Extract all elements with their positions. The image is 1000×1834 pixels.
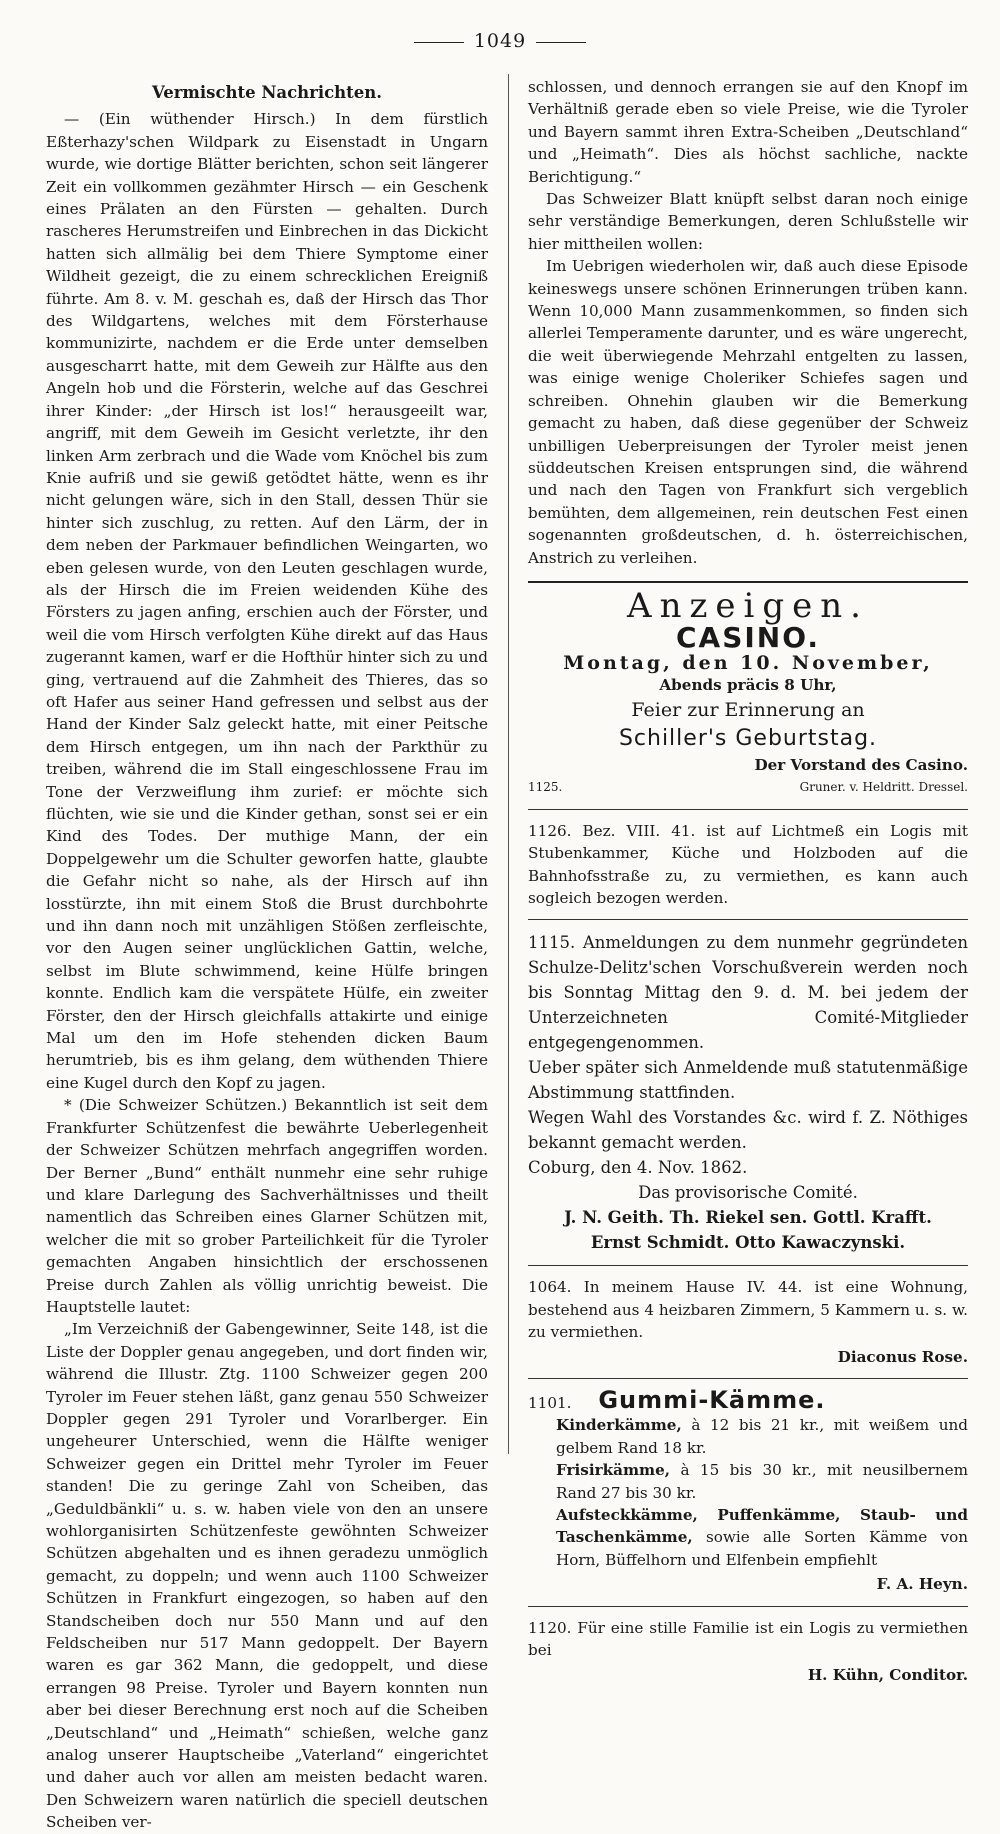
casino-signature: Der Vorstand des Casino. [754,755,968,774]
ad-1115-names: J. N. Geith. Th. Riekel sen. Gottl. Krafft. [564,1208,932,1228]
ad-1101-item-1: Kinderkämme, à 12 bis 21 kr., mit weißem und gelbem Rand 18 kr. [556,1416,968,1457]
ad-1101-item-2: Frisirkämme, à 15 bis 30 kr., mit neusilbernem Rand 27 bis 30 kr. [556,1461,968,1502]
ad-1101-title: Gummi-Kämme. [598,1386,826,1415]
ad-casino [528,621,968,798]
article-continued-2: Das Schweizer Blatt knüpft selbst daran noch einige sehr verständige Bemerkungen, deren Schlußstelle wir hier mittheilen wollen: [528,190,968,253]
ad-1120 [528,1617,968,1686]
ad-1120-signature: H. Kühn, Conditor. [807,1665,968,1684]
casino-time: Abends präcis 8 Uhr, [659,676,837,695]
casino-line: Feier zur Erinnerung an [631,698,865,721]
ad-1101 [528,1386,968,1596]
divider-rule [528,1265,968,1266]
ad-1101-item-3: Aufsteckkämme, Puffenkämme, Staub- und Taschenkämme, sowie alle Sorten Kämme von Horn, Büffelhorn und Elfenbein empfiehlt [556,1506,968,1569]
ad-1115-names-2: Ernst Schmidt. Otto Kawaczynski. [590,1233,906,1253]
ad-1115-text: 1115. Anmeldungen zu dem nunmehr gegründeten Schulze-Delitz'schen Vorschußverein werden noch bis Sonntag Mittag den 9. d. M. bei jedem der Unterzeichneten Comité-Mitglieder entgegengenommen. [528,933,968,1053]
ad-1126 [528,820,968,910]
article-hirsch: — (Ein wüthender Hirsch.) In dem fürstlich Eßterhazy'schen Wildpark zu Eisenstadt in Ungarn wurde, wie dortige Blätter berichten, schon seit längerer Zeit ein vollkommen gezähmter Hirsch — ein Geschenk eines Prälaten an den Fürsten — gehalten. Durch rascheres Herumstreifen und Einbrechen in das Dickicht hatten sich allmälig bei dem Thiere Symptome einer Wildheit gezeigt, die zu einem schrecklichen Ereigniß führte. Am 8. v. M. geschah es, daß der Hirsch das Thor des Wildgartens, welches mit dem Försterhause kommunizirte, nachdem er die Erde unter demselben ausgescharrt hatte, mit dem Geweih zur Hälfte aus den Angeln hob und die Försterin, welche auf das Geschrei ihrer Kinder: „der Hirsch ist los!“ herausgeeilt war, angriff, mit dem Geweih im Gesicht verletzte, ihr den linken Arm zerbrach und die Wade vom Knöchel bis zum Knie aufriß und sie gewiß getödtet hätte, wenn es ihr nicht gelungen wäre, sich in den Stall, dessen Thür sie hinter sich zuschlug, zu retten. Auf den Lärm, der in dem neben der Parkmauer befindlichen Weingarten, wo eben gelesen wurde, von den Leuten geschlagen wurde, als der Hirsch die im Freien weidenden Kühe des Försters zu jagen anfing, erschien auch der Förster, und weil die vom Hirsch verfolgten Kühe direkt auf das Haus zugerannt kamen, warf er die Hofthür hinter sich zu und ging, vertrauend auf die Zahmheit des Thieres, das so oft Hafer aus seiner Hand gefressen und selbst aus der Hand der Kinder Salz geleckt hatte, mit einer Peitsche dem Hirsch entgegen, um ihn nach der Parkthür zu treiben, während die im Stall eingeschlossene Frau im Tone der Verzweiflung ihm zurief: er möchte sich flüchten, wie sie und die Kinder gethan, sonst sei er ein Kind des Todes. Der muthige Mann, der ein Doppelgewehr um die Schulter geworfen hatte, glaubte die Gefahr nicht so nahe, als der Hirsch auf ihn losstürzte, ihn mit einem Stoß die Brust durchbohrte und ihn dann noch mit unzähligen Stößen zerfleischte, vor den Augen seiner unglücklichen Gattin, welche, selbst im Blute schwimmend, keine Hülfe bringen konnte. Endlich kam die verspätete Hülfe, ein zweiter Förster, den der Hirsch gleichfalls attakirte und einige Mal um den im Hofe stehenden dicken Baum herumtrieb, bis es ihm gelang, dem wüthenden Thiere eine Kugel durch den Kopf zu jagen. [46,110,488,1092]
casino-schiller: Schiller's Geburtstag. [618,725,878,751]
casino-ad-number: 1125. [528,780,563,795]
ad-1126-text: 1126. Bez. VIII. 41. ist auf Lichtmeß ein Logis mit Stubenkammer, Küche und Holzboden auf die Bahnhofsstraße zu, zu vermiethen, es kann auch sogleich bezogen werden. [528,821,968,907]
ad-1101-number: 1101. [528,1394,572,1413]
article-continued-3: Im Uebrigen wiederholen wir, daß auch diese Episode keineswegs unsere schönen Erinnerungen trüben kann. Wenn 10,000 Mann zusammenkommen, so finden sich allerlei Temperamente darunter, und es wäre ungerecht, die weit überwiegende Mehrzahl entgelten zu lassen, was einige wenige Choleriker Schiefes sagen und schreiben. Ohnehin glauben wir die Bemerkung gemacht zu haben, daß diese gegenüber der Schweiz unbilligen Ueberpreisungen der Tyroler meist jenen süddeutschen Kreisen entsprungen sind, die während und nach den Tagen von Frankfurt sich vergeblich bemühten, dem allgemeinen, rein deutschen Fest einen sogenannten großdeutschen, d. h. österreichischen, Anstrich zu verleihen. [528,257,968,567]
casino-title: CASINO. [675,621,821,655]
column-divider [508,74,509,1454]
ad-1115-comite: Das provisorische Comité. [638,1183,858,1203]
ad-1101-signature: F. A. Heyn. [876,1575,968,1594]
article-continued: schlossen, und dennoch errangen sie auf den Knopf im Verhältniß gerade eben so viele Preise, wie die Tyroler und Bayern sammt ihren Extra-Scheiben „Deutschland“ und „Heimath“. Dies als höchst sachliche, nackte Berichtigung.“ [528,78,968,186]
article-schuetzen-quote: „Im Verzeichniß der Gabengewinner, Seite 148, ist die Liste der Doppler genau angegeben, und dort finden wir, während die Illustr. Ztg. 1100 Schweizer gegen 200 Tyroler im Feuer stehen läßt, ganz genau 550 Schweizer Doppler gegen 291 Tyroler und Vorarlberger. Ein ungeheurer Unterschied, wenn die Hälfte weniger Schweizer gegen ein Drittel mehr Tyroler im Feuer standen! Die zu geringe Zahl von Scheiben, das „Geduldbänkli“ u. s. w. haben viele von den an unsere wohlorganisirten Schützenfeste gewöhnten Schweizer Schützen abgehalten und es ihnen geradezu unmöglich gemacht, zu doppeln; und wenn auch 1100 Schweizer Schützen in Frankfurt eingezogen, so haben auf den Standscheiben doch nur 550 Mann und auf den Feldscheiben nur 517 Mann gedoppelt. Der Bayern waren es gar 362 Mann, die gedoppelt, und diese errangen 98 Preise. Tyroler und Bayern konnten nun aber bei dieser Berechnung erst noch auf die Scheiben „Deutschland“ und „Heimath“ schießen, welche ganz analog unserer Hauptscheibe „Vaterland“ eingerichtet und daher auch vor allen am meisten bedacht waren. Den Schweizern waren natürlich die speciell deutschen Scheiben ver- [46,1320,488,1832]
section-heading: Vermischte Nachrichten. [151,83,383,102]
casino-date: Montag, den 10. November, [563,651,933,674]
divider-rule [528,1606,968,1607]
ads-heading: Anzeigen. [627,585,869,626]
divider-rule [528,1378,968,1379]
ad-1115-text-3: Wegen Wahl des Vorstandes &c. wird f. Z. Nöthiges bekannt gemacht werden. [528,1108,968,1153]
casino-names: Gruner. v. Heldritt. Dressel. [799,780,968,795]
ad-1115-text-2: Ueber später sich Anmeldende muß statutenmäßige Abstimmung stattfinden. [528,1058,968,1103]
page-number: 1049 [0,30,1000,52]
ad-1101-header [528,1386,968,1415]
ad-1064 [528,1276,968,1368]
left-column [46,76,488,1832]
ad-1115 [528,930,968,1255]
ad-1064-text: 1064. In meinem Hause IV. 44. ist eine Wohnung, bestehend aus 4 heizbaren Zimmern, 5 Kammern u. s. w. zu vermiethen. [528,1278,968,1342]
ad-1064-signature: Diaconus Rose. [837,1347,968,1366]
article-schuetzen: * (Die Schweizer Schützen.) Bekanntlich ist seit dem Frankfurter Schützenfest die bewährte Ueberlegenheit der Schweizer Schützen mehrfach angegriffen worden. Der Berner „Bund“ enthält nunmehr eine sehr ruhige und klare Darlegung des Sachverhältnisses und theilt namentlich das Schreiben eines Glarner Schützen mit, welcher die mit so grober Parteilichkeit für die Tyroler gemachten Angaben hinsichtlich der erschossenen Preise durch Zahlen als völlig unrichtig beweist. Die Hauptstelle lautet: [46,1096,488,1316]
ad-1115-place: Coburg, den 4. Nov. 1862. [528,1158,748,1178]
ad-1120-text: 1120. Für eine stille Familie ist ein Logis zu vermiethen bei [528,1618,968,1660]
right-column [528,76,968,1684]
divider-rule [528,919,968,920]
divider-rule [528,809,968,810]
casino-footer [528,776,968,798]
divider-rule [528,581,968,583]
